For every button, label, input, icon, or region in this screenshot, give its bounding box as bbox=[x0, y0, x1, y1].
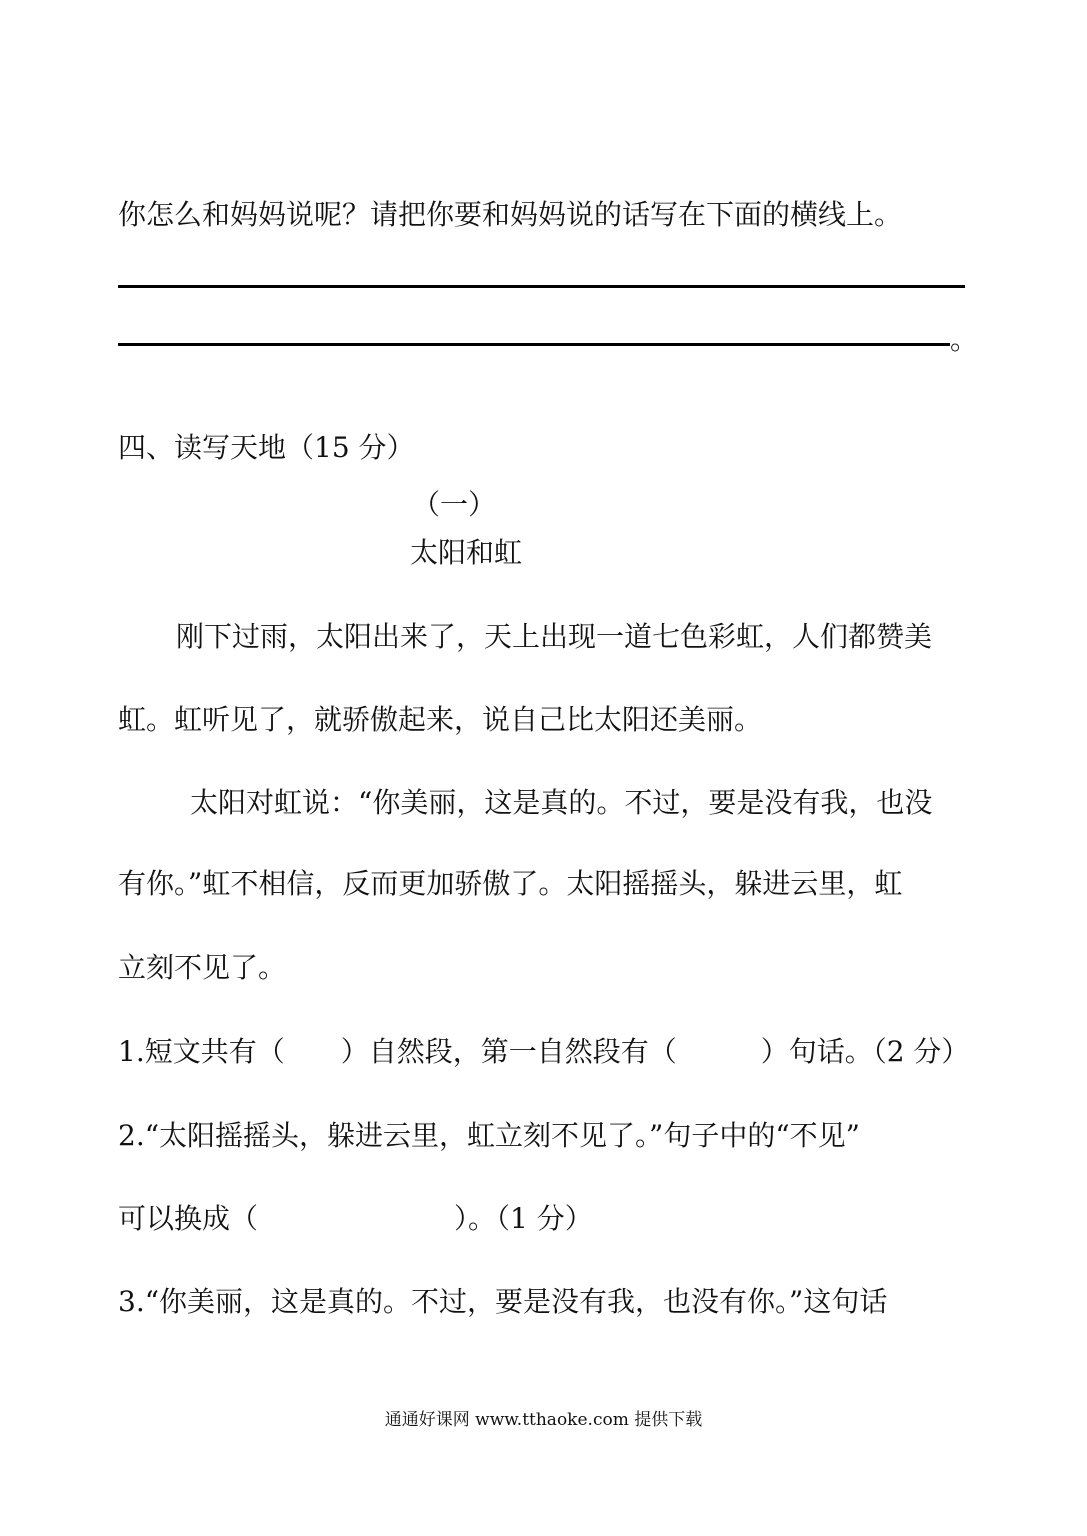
prompt-line: 你怎么和妈妈说呢？请把你要和妈妈说的话写在下面的横线上。 bbox=[118, 198, 903, 231]
question-2-line-1: 2.“太阳摇摇头，躲进云里，虹立刻不见了。”句子中的“不见” bbox=[118, 1119, 860, 1152]
question-1: 1.短文共有（ ）自然段，第一自然段有（ ）句话。（2 分） bbox=[118, 1035, 970, 1068]
question-2-line-2: 可以换成（ ）。（1 分） bbox=[118, 1202, 593, 1235]
paragraph-2-line-2: 有你。”虹不相信，反而更加骄傲了。太阳摇摇头，躲进云里，虹 bbox=[118, 867, 903, 900]
answer-line-1[interactable] bbox=[118, 285, 965, 288]
passage-title: 太阳和虹 bbox=[410, 536, 523, 569]
answer-line-end-mark: 。 bbox=[950, 323, 979, 356]
question-3-line-1: 3.“你美丽，这是真的。不过，要是没有我，也没有你。”这句话 bbox=[118, 1285, 888, 1318]
answer-line-2[interactable] bbox=[118, 343, 950, 346]
footer-credit: 通通好课网 www.tthaoke.com 提供下载 bbox=[384, 1410, 703, 1430]
paragraph-2-line-3: 立刻不见了。 bbox=[118, 951, 287, 984]
paragraph-2-line-1: 太阳对虹说：“你美丽，这是真的。不过，要是没有我，也没 bbox=[190, 786, 933, 819]
passage-number: （一） bbox=[412, 488, 497, 521]
section-heading: 四、读写天地（15 分） bbox=[118, 431, 415, 464]
paragraph-1-line-1: 刚下过雨，太阳出来了，天上出现一道七色彩虹，人们都赞美 bbox=[176, 620, 933, 653]
paragraph-1-line-2: 虹。虹听见了，就骄傲起来，说自己比太阳还美丽。 bbox=[118, 703, 763, 736]
